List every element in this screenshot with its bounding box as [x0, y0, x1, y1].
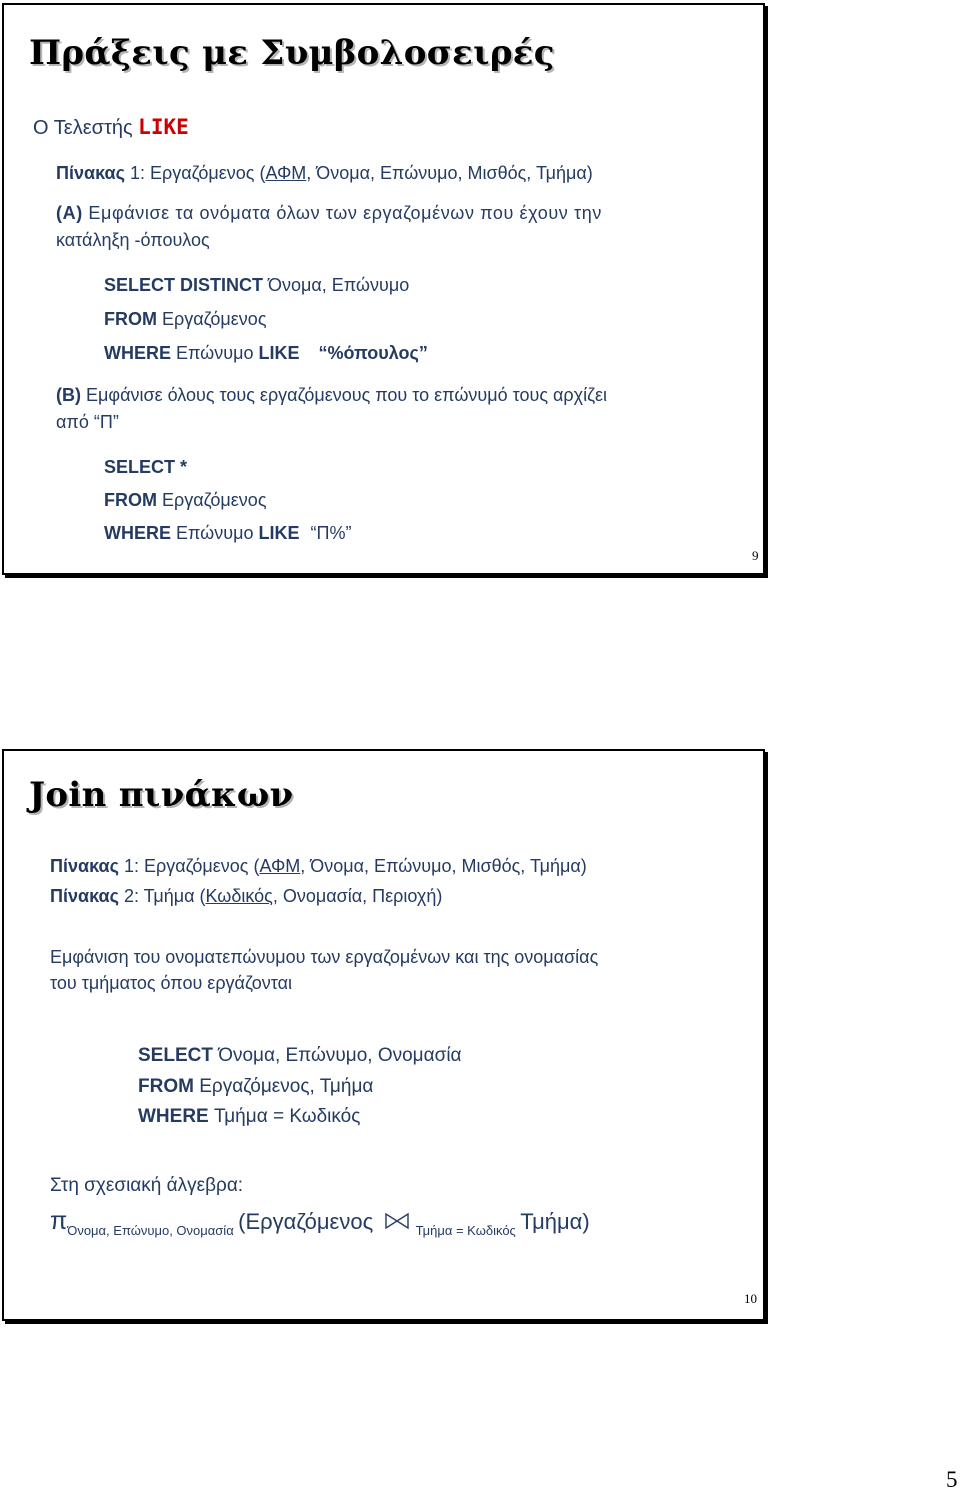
algebra-label: Στη σχεσιακή άλγεβρα:: [50, 1175, 244, 1196]
table2-definition: [50, 886, 442, 907]
sql-keyword: LIKE: [258, 343, 300, 363]
query-a-line1: Εμφάνισε τα ονόματα όλων των εργαζομένων που έχουν την: [88, 203, 602, 223]
table-columns: , Όνομα, Επώνυμο, Μισθός, Τμήμα): [300, 856, 587, 876]
left-relation: (Εργαζόμενος: [238, 1209, 374, 1234]
sql-keyword: SELECT: [138, 1045, 213, 1066]
sql-keyword: FROM: [138, 1076, 194, 1097]
join-icon: [384, 1212, 410, 1230]
description-line2: του τμήματος όπου εργάζονται: [50, 973, 292, 993]
table-name: 1: Εργαζόμενος (: [129, 163, 266, 183]
table-keyword: Πίνακας: [56, 163, 125, 183]
table-definition: [56, 163, 593, 184]
table-keyword: Πίνακας: [50, 856, 119, 876]
table-columns: , Ονομασία, Περιοχή): [272, 886, 443, 906]
sql-a-select: [104, 275, 409, 296]
table1-definition: [50, 856, 587, 877]
sql-keyword: WHERE: [104, 343, 171, 363]
sql-keyword: FROM: [104, 309, 157, 329]
table-name: 1: Εργαζόμενος (: [123, 856, 260, 876]
sql-b-from: [104, 490, 267, 511]
projection-attributes: Όνομα, Επώνυμο, Ονομασία: [67, 1223, 234, 1238]
page-number: 5: [946, 1467, 958, 1492]
query-a-description: [56, 203, 602, 224]
sql-b-where: [104, 523, 352, 544]
sql-keyword: LIKE: [258, 523, 300, 543]
table-primary-key: ΑΦΜ: [259, 856, 301, 876]
right-relation: Τμήμα): [520, 1209, 590, 1234]
slide-number: 9: [752, 548, 759, 563]
slide-10: [2, 749, 765, 1321]
table-columns: , Όνομα, Επώνυμο, Μισθός, Τμήμα): [306, 163, 593, 183]
sql-from: [138, 1076, 373, 1098]
like-operator: LIKE: [138, 115, 189, 139]
sql-table: Εργαζόμενος: [162, 309, 267, 329]
sql-columns: Όνομα, Επώνυμο, Ονομασία: [218, 1045, 462, 1066]
slide-9: [2, 3, 765, 575]
sql-table: Εργαζόμενος: [162, 490, 267, 510]
sql-a-from: [104, 309, 267, 330]
sql-keyword: SELECT *: [104, 457, 188, 477]
sql-where: [138, 1106, 360, 1128]
table-primary-key: ΑΦΜ: [265, 163, 307, 183]
table-keyword: Πίνακας: [50, 886, 119, 906]
sql-keyword: SELECT DISTINCT: [104, 275, 264, 295]
query-a-label: (Α): [56, 203, 83, 223]
relational-algebra-expression: [50, 1207, 590, 1238]
sql-columns: Όνομα, Επώνυμο: [268, 275, 410, 295]
sql-column: Επώνυμο: [176, 523, 254, 543]
slide-title: Join πινάκων: [29, 775, 294, 815]
sql-select: [138, 1045, 462, 1067]
table-primary-key: Κωδικός: [205, 886, 273, 906]
description-line1: Εμφάνιση του ονοματεπώνυμου των εργαζομένων και της ονομασίας: [50, 947, 599, 967]
query-b-line2: από “Π”: [56, 412, 119, 432]
sql-column: Επώνυμο: [176, 343, 254, 363]
sql-keyword: WHERE: [138, 1106, 209, 1127]
query-a-line2: κατάληξη -όπουλος: [56, 230, 210, 250]
table-name: 2: Τμήμα (: [123, 886, 206, 906]
join-condition: Τμήμα = Κωδικός: [415, 1223, 516, 1238]
sql-b-select: [104, 457, 187, 478]
slide-title: Πράξεις με Συμβολοσειρές: [29, 33, 555, 73]
sql-pattern: “Π%”: [310, 523, 352, 543]
sql-condition: Τμήμα = Κωδικός: [214, 1106, 361, 1127]
sql-a-where: [104, 343, 428, 364]
sql-tables: Εργαζόμενος, Τμήμα: [199, 1076, 374, 1097]
slide-subtitle: [33, 115, 189, 140]
slide-number: 10: [744, 1291, 757, 1306]
sql-pattern: “%όπουλος”: [318, 343, 428, 363]
projection-symbol: π: [50, 1207, 68, 1235]
subtitle-prefix: Ο Τελεστής: [33, 117, 133, 139]
query-b-line1: Εμφάνισε όλους τους εργαζόμενους που το επώνυμό τους αρχίζει: [86, 385, 608, 405]
query-b-description: [56, 385, 607, 406]
query-b-label: (Β): [56, 385, 81, 405]
sql-keyword: WHERE: [104, 523, 171, 543]
sql-keyword: FROM: [104, 490, 157, 510]
